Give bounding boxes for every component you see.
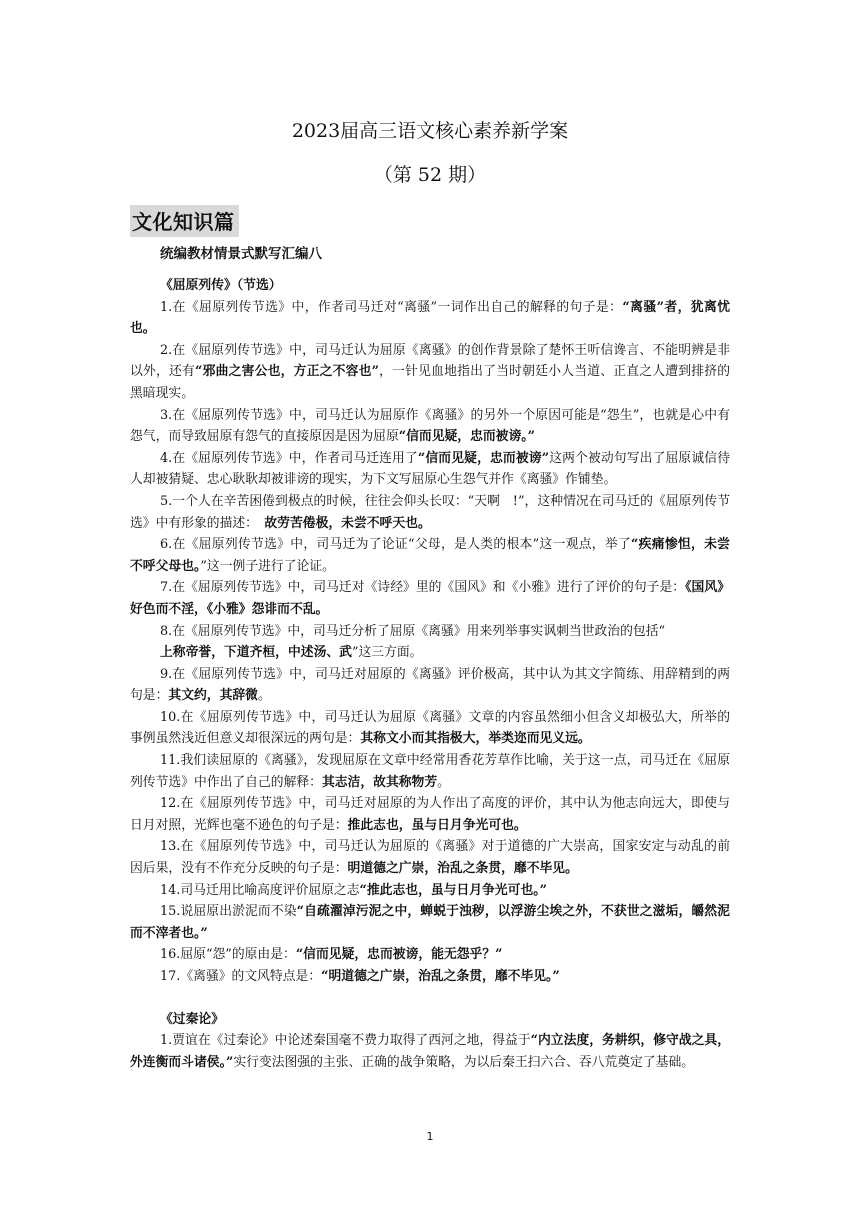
question-item (130, 405, 730, 448)
question-text: 14.司马迁用比喻高度评价屈原之志 (160, 882, 360, 898)
question-item (130, 1030, 730, 1073)
question-item (130, 880, 730, 902)
question-text: 16.屈原“怨”的原由是： (160, 947, 296, 963)
question-text: 11.我们读屈原的《离骚》，发现屈原在文章中经常用香花芳草作比喻，关于这一点，司马迁在《屈原列传节选》中作出了自己的解释： (130, 753, 730, 790)
question-text: 12.在《屈原列传节选》中，司马迁对屈原的为人作出了高度的评价，其中认为他志向远大，即使与日月对照，光辉也毫不逊色的句子是： (130, 796, 730, 833)
question-item (130, 577, 730, 620)
question-text: 13.在《屈原列传节选》中，司马迁认为屈原的《离骚》对于道德的广大崇高，国家安定与动乱的前因后果，没有不作充分反映的句子是： (130, 839, 730, 877)
answer-text: 其文约，其辞微 (168, 688, 258, 704)
question-item (130, 297, 730, 340)
question-text: 实行变法图强的主张、正确的战争策略，为以后秦王扫六合、吞八荒奠定了基础。 (233, 1054, 695, 1070)
page-number: 1 (426, 1130, 434, 1143)
question-text: 这两个被动句写出了屈原诚信待人却被猜疑、忠心耿耿却被诽谤的现实，为下文写屈原心生怨气并作《离骚》作铺垫。 (130, 450, 730, 488)
question-text: 1.在《屈原列传节选》中，作者司马迁对“离骚”一词作出自己的解释的句子是： (160, 299, 623, 315)
question-text: 2.在《屈原列传节选》中，司马迁认为屈原《离骚》的创作背景除了楚怀王听信谗言、不能明辨是非以外，还有 (130, 342, 730, 380)
question-item (130, 944, 730, 966)
answer-text: “自疏濯淖污泥之中，蝉蜕于浊秽，以浮游尘埃之外，不获世之滋垢，皭然泥而不滓者也。” (130, 904, 730, 941)
answer-text: 明道德之广崇，治乱之条贯，靡不毕见。 (347, 861, 578, 877)
question-text: ，一针见血地指出了当时朝廷小人当道、正直之人遭到排挤的黑暗现实。 (130, 364, 731, 401)
question-text: 3.在《屈原列传节选》中，司马迁认为屈原作《离骚》的另外一个原因可能是“怨生”，也就是心中有怨气，而导致屈原有怨气的直接原因是因为屈原 (130, 407, 730, 445)
question-text: 10.在《屈原列传节选》中，司马迁认为屈原《离骚》文章的内容虽然细小但含义却极弘大，所举的事例虽然浅近但意义却很深远的两句是： (130, 709, 730, 747)
answer-text: 其志洁，故其称物芳 (321, 774, 438, 790)
text-heading-guo-qin: 《过秦论》 (160, 1011, 224, 1027)
text-heading-qu-yuan: 《屈原列传》（节选） (160, 278, 282, 293)
guo-qin-items (130, 1030, 730, 1073)
question-text: 15.说屈原出淤泥而不染 (160, 904, 297, 920)
question-item (130, 448, 730, 491)
qu-yuan-items (130, 297, 730, 988)
question-text: 7.在《屈原列传节选》中，司马迁对《诗经》里的《国风》和《小雅》进行了评价的句子是： (160, 580, 686, 596)
subheading: 统编教材情景式默写汇编八 (160, 246, 322, 262)
answer-text: 推此志也，虽与日月争光可也。 (347, 817, 527, 833)
question-text: 17.《离骚》的文风特点是： (160, 969, 322, 984)
answer-text: 《国风》好色而不淫，《小雅》怨诽而不乱。 (130, 580, 730, 617)
answer-text: “信而见疑，忠而被谤” (417, 450, 550, 466)
answer-text: “邪曲之害公也，方正之不容也” (195, 364, 379, 380)
question-text: 1.贾谊在《过秦论》中论述秦国毫不费力取得了西河之地，得益于 (160, 1033, 531, 1049)
answer-text: “离骚”者，犹离忧也。 (130, 299, 730, 337)
answer-text: “明道德之广崇，治乱之条贯，靡不毕见。” (321, 969, 560, 984)
answer-text: “信而见疑，忠而被谤。” (398, 429, 536, 445)
document-title: 2023届高三语文核心素养新学案 (291, 120, 569, 142)
question-item (130, 534, 730, 577)
question-item (130, 836, 730, 879)
question-item (130, 707, 730, 750)
question-text: 。 (257, 688, 271, 704)
answer-text: “推此志也，虽与日月争光可也。” (359, 882, 547, 898)
question-text: 9.在《屈原列传节选》中，司马迁对屈原的《离骚》评价极高，其中认为其文字简练、用辞精到的两句是： (130, 666, 730, 704)
question-text: 4.在《屈原列传节选》中，作者司马迁连用了 (160, 450, 418, 466)
question-text: ”这一例子进行了论证。 (200, 558, 335, 574)
answer-text: 故劳苦倦极，未尝不呼天也。 (264, 515, 431, 531)
question-item (130, 340, 730, 405)
issue-number: （第 52 期） (373, 164, 487, 186)
section-heading: 文化知识篇 (130, 205, 239, 237)
question-text: 5.一个人在辛苦困倦到极点的时候，往往会仰头长叹：“天啊 !”，这种情况在司马迁的《屈原列传节选》中有形象的描述： (130, 493, 730, 531)
answer-text: 上称帝誉，下道齐桓，中述汤、武 (160, 645, 352, 661)
question-item (130, 901, 730, 944)
question-text: 6.在《屈原列传节选》中，司马迁为了论证“父母，是人类的根本”这一观点，举了 (160, 537, 632, 553)
question-text: 8.在《屈原列传节选》中，司马迁分析了屈原《离骚》用来列举事实讽刺当世政治的包括“ (160, 623, 666, 639)
question-item-continued (130, 642, 730, 664)
question-item (130, 664, 730, 707)
question-text: 。 (437, 774, 450, 790)
answer-text: “疾痛惨怛，未尝不呼父母也。 (130, 537, 730, 574)
answer-text: “内立法度，务耕织，修守战之具，外连衡而斗诸侯。” (130, 1033, 730, 1070)
question-item (130, 750, 730, 793)
answer-text: “信而见疑，忠而被谤，能无怨乎？” (295, 947, 503, 963)
question-item (130, 621, 730, 643)
document-body (130, 275, 730, 1073)
question-item (130, 491, 730, 534)
question-text: ”这三方面。 (351, 645, 423, 661)
question-item (130, 793, 730, 836)
answer-text: 其称文小而其指极大，举类迩而见义远。 (360, 731, 591, 747)
question-item (130, 966, 730, 988)
